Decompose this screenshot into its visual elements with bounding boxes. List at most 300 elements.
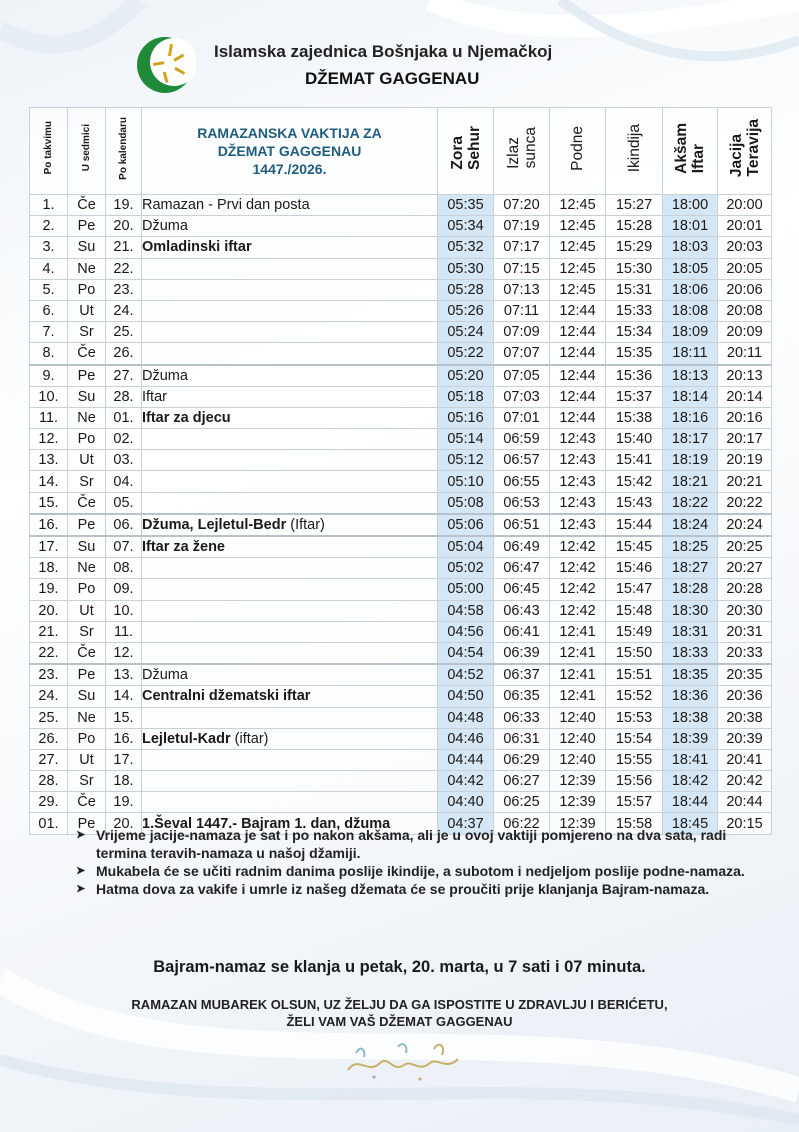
cell-jacija: 20:21 [718, 471, 772, 492]
cell-calendar-day: 10. [106, 600, 142, 621]
note-extra: (Iftar) [286, 516, 325, 533]
cell-note [142, 749, 438, 770]
cell-ikindija: 15:54 [606, 728, 663, 749]
note-text: Omladinski iftar [142, 239, 252, 256]
cell-calendar-day: 18. [106, 771, 142, 792]
cell-weekday: Pe [68, 514, 106, 536]
cell-jacija: 20:44 [718, 792, 772, 813]
cell-takvim-number: 14. [30, 471, 68, 492]
cell-takvim-number: 25. [30, 707, 68, 728]
cell-takvim-number: 6. [30, 300, 68, 321]
note-extra: (iftar) [230, 730, 269, 747]
cell-takvim-number: 21. [30, 621, 68, 642]
cell-jacija: 20:00 [718, 195, 772, 216]
cell-weekday: Sr [68, 621, 106, 642]
cell-podne: 12:45 [550, 237, 606, 258]
note-item: ➤ Hatma dova za vakife i umrle iz našeg džemata će se proučiti prije klanjanja Bajram-namaza. [76, 881, 710, 897]
cell-calendar-day: 07. [106, 536, 142, 558]
cell-takvim-number: 29. [30, 792, 68, 813]
cell-zora: 05:28 [438, 279, 494, 300]
cell-weekday: Ut [68, 600, 106, 621]
cell-ikindija: 15:41 [606, 450, 663, 471]
cell-ikindija: 15:58 [606, 813, 663, 834]
cell-note [142, 728, 438, 749]
cell-ikindija: 15:53 [606, 707, 663, 728]
cell-weekday: Po [68, 728, 106, 749]
cell-aksam: 18:13 [663, 365, 718, 387]
cell-note [142, 686, 438, 707]
cell-zora: 04:40 [438, 792, 494, 813]
cell-ikindija: 15:55 [606, 749, 663, 770]
cell-zora: 05:26 [438, 300, 494, 321]
cell-note [142, 300, 438, 321]
cell-weekday: Sr [68, 771, 106, 792]
cell-zora: 04:50 [438, 686, 494, 707]
cell-calendar-day: 09. [106, 579, 142, 600]
table-row [30, 237, 772, 258]
cell-izlaz-sunca: 06:47 [494, 558, 550, 579]
table-row [30, 300, 772, 321]
cell-weekday: Ut [68, 749, 106, 770]
cell-takvim-number: 9. [30, 365, 68, 387]
cell-note [142, 365, 438, 387]
cell-podne: 12:42 [550, 536, 606, 558]
cell-jacija: 20:14 [718, 386, 772, 407]
cell-takvim-number: 4. [30, 258, 68, 279]
cell-weekday: Su [68, 386, 106, 407]
cell-ikindija: 15:43 [606, 492, 663, 514]
cell-note [142, 792, 438, 813]
cell-note [142, 642, 438, 664]
cell-zora: 05:34 [438, 216, 494, 237]
cell-jacija: 20:42 [718, 771, 772, 792]
cell-ikindija: 15:42 [606, 471, 663, 492]
cell-zora: 05:14 [438, 429, 494, 450]
cell-note [142, 558, 438, 579]
cell-podne: 12:44 [550, 300, 606, 321]
cell-izlaz-sunca: 06:27 [494, 771, 550, 792]
cell-izlaz-sunca: 06:25 [494, 792, 550, 813]
cell-takvim-number: 13. [30, 450, 68, 471]
table-row [30, 536, 772, 558]
cell-takvim-number: 7. [30, 322, 68, 343]
cell-weekday: Ne [68, 258, 106, 279]
cell-note [142, 579, 438, 600]
cell-jacija: 20:36 [718, 686, 772, 707]
cell-aksam: 18:33 [663, 642, 718, 664]
cell-izlaz-sunca: 07:15 [494, 258, 550, 279]
cell-aksam: 18:01 [663, 216, 718, 237]
cell-calendar-day: 04. [106, 471, 142, 492]
cell-zora: 05:06 [438, 514, 494, 536]
cell-ikindija: 15:36 [606, 365, 663, 387]
cell-jacija: 20:41 [718, 749, 772, 770]
cell-ikindija: 15:49 [606, 621, 663, 642]
cell-zora: 04:52 [438, 664, 494, 686]
cell-ikindija: 15:47 [606, 579, 663, 600]
cell-ikindija: 15:50 [606, 642, 663, 664]
title-line3: 1447./2026. [252, 161, 327, 177]
cell-takvim-number: 12. [30, 429, 68, 450]
cell-takvim-number: 19. [30, 579, 68, 600]
cell-weekday: Po [68, 429, 106, 450]
cell-jacija: 20:11 [718, 343, 772, 365]
cell-izlaz-sunca: 06:35 [494, 686, 550, 707]
cell-weekday: Ne [68, 558, 106, 579]
cell-zora: 05:10 [438, 471, 494, 492]
cell-zora: 05:35 [438, 195, 494, 216]
cell-ikindija: 15:38 [606, 407, 663, 428]
table-row [30, 707, 772, 728]
cell-ikindija: 15:52 [606, 686, 663, 707]
cell-izlaz-sunca: 06:53 [494, 492, 550, 514]
cell-takvim-number: 11. [30, 407, 68, 428]
cell-takvim-number: 2. [30, 216, 68, 237]
table-title [142, 108, 438, 195]
table-row [30, 322, 772, 343]
cell-ikindija: 15:34 [606, 322, 663, 343]
table-row [30, 365, 772, 387]
cell-note [142, 471, 438, 492]
cell-calendar-day: 24. [106, 300, 142, 321]
crescent-logo-icon [134, 34, 196, 96]
cell-zora: 04:37 [438, 813, 494, 834]
cell-zora: 04:58 [438, 600, 494, 621]
note-text: Džuma [142, 367, 188, 384]
cell-podne: 12:41 [550, 642, 606, 664]
cell-aksam: 18:09 [663, 322, 718, 343]
cell-jacija: 20:05 [718, 258, 772, 279]
cell-calendar-day: 20. [106, 813, 142, 834]
cell-zora: 05:22 [438, 343, 494, 365]
cell-zora: 05:08 [438, 492, 494, 514]
cell-aksam: 18:21 [663, 471, 718, 492]
cell-zora: 05:24 [438, 322, 494, 343]
cell-ikindija: 15:46 [606, 558, 663, 579]
cell-izlaz-sunca: 06:29 [494, 749, 550, 770]
cell-podne: 12:44 [550, 322, 606, 343]
cell-podne: 12:44 [550, 386, 606, 407]
cell-takvim-number: 10. [30, 386, 68, 407]
table-row [30, 343, 772, 365]
cell-weekday: Sr [68, 322, 106, 343]
notes-list [76, 826, 756, 898]
cell-note [142, 216, 438, 237]
cell-calendar-day: 20. [106, 216, 142, 237]
cell-takvim-number: 22. [30, 642, 68, 664]
cell-aksam: 18:25 [663, 536, 718, 558]
cell-calendar-day: 19. [106, 792, 142, 813]
cell-zora: 04:46 [438, 728, 494, 749]
cell-ikindija: 15:37 [606, 386, 663, 407]
cell-calendar-day: 01. [106, 407, 142, 428]
cell-aksam: 18:17 [663, 429, 718, 450]
table-row [30, 771, 772, 792]
table-row [30, 600, 772, 621]
cell-note [142, 450, 438, 471]
cell-jacija: 20:31 [718, 621, 772, 642]
cell-weekday: Su [68, 686, 106, 707]
cell-aksam: 18:03 [663, 237, 718, 258]
cell-weekday: Su [68, 237, 106, 258]
cell-izlaz-sunca: 07:11 [494, 300, 550, 321]
cell-weekday: Sr [68, 471, 106, 492]
cell-zora: 05:02 [438, 558, 494, 579]
arrow-bullet-icon: ➤ [76, 883, 86, 895]
cell-zora: 04:44 [438, 749, 494, 770]
cell-jacija: 20:33 [718, 642, 772, 664]
col-po-kalendaru: Po kalendaru [106, 108, 142, 195]
col-podne: Podne [550, 108, 606, 195]
cell-zora: 04:54 [438, 642, 494, 664]
cell-podne: 12:43 [550, 471, 606, 492]
cell-jacija: 20:01 [718, 216, 772, 237]
cell-note [142, 536, 438, 558]
cell-podne: 12:40 [550, 707, 606, 728]
cell-podne: 12:39 [550, 771, 606, 792]
cell-aksam: 18:31 [663, 621, 718, 642]
cell-izlaz-sunca: 06:37 [494, 664, 550, 686]
cell-podne: 12:42 [550, 600, 606, 621]
cell-weekday: Če [68, 195, 106, 216]
cell-ikindija: 15:28 [606, 216, 663, 237]
cell-note [142, 621, 438, 642]
cell-jacija: 20:03 [718, 237, 772, 258]
cell-note [142, 707, 438, 728]
note-text: Ramazan - Prvi dan posta [142, 197, 310, 214]
col-zora: ZoraSehur [438, 108, 494, 195]
cell-calendar-day: 15. [106, 707, 142, 728]
cell-calendar-day: 23. [106, 279, 142, 300]
cell-izlaz-sunca: 06:43 [494, 600, 550, 621]
cell-zora: 05:12 [438, 450, 494, 471]
header [130, 32, 690, 102]
cell-zora: 05:16 [438, 407, 494, 428]
cell-calendar-day: 12. [106, 642, 142, 664]
cell-calendar-day: 02. [106, 429, 142, 450]
cell-izlaz-sunca: 06:22 [494, 813, 550, 834]
note-text: Lejletul-Kadr [142, 730, 231, 747]
cell-izlaz-sunca: 06:31 [494, 728, 550, 749]
cell-calendar-day: 17. [106, 749, 142, 770]
cell-jacija: 20:08 [718, 300, 772, 321]
cell-zora: 05:04 [438, 536, 494, 558]
organization-name: Islamska zajednica Bošnjaka u Njemačkoj [214, 42, 553, 61]
cell-aksam: 18:36 [663, 686, 718, 707]
cell-aksam: 18:05 [663, 258, 718, 279]
cell-calendar-day: 16. [106, 728, 142, 749]
cell-calendar-day: 14. [106, 686, 142, 707]
table-row [30, 579, 772, 600]
table-row [30, 429, 772, 450]
cell-podne: 12:43 [550, 492, 606, 514]
cell-note [142, 407, 438, 428]
cell-izlaz-sunca: 06:55 [494, 471, 550, 492]
cell-weekday: Če [68, 343, 106, 365]
table-header-row [30, 108, 772, 195]
table-row [30, 728, 772, 749]
cell-jacija: 20:28 [718, 579, 772, 600]
cell-aksam: 18:35 [663, 664, 718, 686]
cell-calendar-day: 27. [106, 365, 142, 387]
col-ikindija: Ikindija [606, 108, 663, 195]
cell-weekday: Su [68, 536, 106, 558]
cell-weekday: Pe [68, 216, 106, 237]
cell-takvim-number: 24. [30, 686, 68, 707]
cell-izlaz-sunca: 07:07 [494, 343, 550, 365]
cell-izlaz-sunca: 07:20 [494, 195, 550, 216]
ramadan-kareem-calligraphy-icon [338, 1035, 468, 1085]
table-row [30, 471, 772, 492]
cell-izlaz-sunca: 06:57 [494, 450, 550, 471]
cell-podne: 12:42 [550, 579, 606, 600]
cell-zora: 04:48 [438, 707, 494, 728]
col-po-takvimu: Po takvimu [30, 108, 68, 195]
cell-izlaz-sunca: 07:01 [494, 407, 550, 428]
cell-podne: 12:45 [550, 279, 606, 300]
table-row [30, 664, 772, 686]
cell-aksam: 18:41 [663, 749, 718, 770]
cell-zora: 05:30 [438, 258, 494, 279]
cell-note [142, 279, 438, 300]
cell-izlaz-sunca: 07:19 [494, 216, 550, 237]
note-text: 1.Ševal 1447.- Bajram 1. dan, džuma [142, 815, 391, 832]
cell-calendar-day: 22. [106, 258, 142, 279]
note-text: Džuma, Lejletul-Bedr [142, 516, 287, 533]
table-row [30, 558, 772, 579]
bajram-announcement: Bajram-namaz se klanja u petak, 20. marta, u 7 sati i 07 minuta. [153, 958, 646, 976]
cell-calendar-day: 25. [106, 322, 142, 343]
cell-izlaz-sunca: 07:05 [494, 365, 550, 387]
cell-podne: 12:39 [550, 813, 606, 834]
cell-zora: 05:20 [438, 365, 494, 387]
cell-ikindija: 15:40 [606, 429, 663, 450]
cell-izlaz-sunca: 07:09 [494, 322, 550, 343]
cell-note [142, 258, 438, 279]
col-izlaz: Izlazsunca [494, 108, 550, 195]
title-line1: RAMAZANSKA VAKTIJA ZA [197, 125, 382, 141]
cell-aksam: 18:42 [663, 771, 718, 792]
arrow-bullet-icon: ➤ [76, 865, 86, 877]
cell-podne: 12:45 [550, 258, 606, 279]
cell-takvim-number: 3. [30, 237, 68, 258]
cell-note [142, 237, 438, 258]
cell-calendar-day: 19. [106, 195, 142, 216]
note-text: Džuma [142, 667, 188, 684]
cell-izlaz-sunca: 06:45 [494, 579, 550, 600]
cell-ikindija: 15:51 [606, 664, 663, 686]
cell-takvim-number: 17. [30, 536, 68, 558]
cell-jacija: 20:24 [718, 514, 772, 536]
cell-aksam: 18:44 [663, 792, 718, 813]
cell-ikindija: 15:44 [606, 514, 663, 536]
greeting [0, 996, 799, 1030]
cell-ikindija: 15:29 [606, 237, 663, 258]
cell-calendar-day: 11. [106, 621, 142, 642]
cell-podne: 12:39 [550, 792, 606, 813]
cell-note [142, 771, 438, 792]
cell-jacija: 20:15 [718, 813, 772, 834]
cell-takvim-number: 15. [30, 492, 68, 514]
greeting-line1: RAMAZAN MUBAREK OLSUN, UZ ŽELJU DA GA ISPOSTITE U ZDRAVLJU I BERIĆETU, [131, 997, 668, 1012]
cell-ikindija: 15:35 [606, 343, 663, 365]
cell-note [142, 514, 438, 536]
cell-takvim-number: 01. [30, 813, 68, 834]
prayer-times-table [29, 107, 772, 835]
note-text: Iftar za djecu [142, 409, 231, 426]
cell-podne: 12:44 [550, 343, 606, 365]
cell-podne: 12:40 [550, 728, 606, 749]
cell-takvim-number: 28. [30, 771, 68, 792]
table-row [30, 450, 772, 471]
cell-zora: 04:56 [438, 621, 494, 642]
table-row [30, 514, 772, 536]
cell-aksam: 18:45 [663, 813, 718, 834]
cell-izlaz-sunca: 06:41 [494, 621, 550, 642]
col-aksam: AkšamIftar [663, 108, 718, 195]
cell-aksam: 18:06 [663, 279, 718, 300]
cell-weekday: Ut [68, 300, 106, 321]
cell-izlaz-sunca: 06:59 [494, 429, 550, 450]
cell-podne: 12:44 [550, 365, 606, 387]
cell-ikindija: 15:57 [606, 792, 663, 813]
cell-aksam: 18:08 [663, 300, 718, 321]
table-row [30, 258, 772, 279]
title-line2: DŽEMAT GAGGENAU [217, 143, 362, 159]
cell-jacija: 20:35 [718, 664, 772, 686]
note-text: Iftar [142, 388, 167, 405]
cell-aksam: 18:24 [663, 514, 718, 536]
cell-takvim-number: 20. [30, 600, 68, 621]
cell-zora: 04:42 [438, 771, 494, 792]
greeting-line2: ŽELI VAM VAŠ DŽEMAT GAGGENAU [286, 1014, 513, 1029]
cell-izlaz-sunca: 07:17 [494, 237, 550, 258]
cell-aksam: 18:16 [663, 407, 718, 428]
cell-weekday: Če [68, 642, 106, 664]
cell-podne: 12:43 [550, 514, 606, 536]
cell-jacija: 20:09 [718, 322, 772, 343]
cell-podne: 12:41 [550, 686, 606, 707]
cell-weekday: Ut [68, 450, 106, 471]
note-text: Džuma [142, 218, 188, 235]
cell-weekday: Pe [68, 813, 106, 834]
cell-jacija: 20:38 [718, 707, 772, 728]
cell-weekday: Ne [68, 707, 106, 728]
cell-note [142, 386, 438, 407]
cell-weekday: Če [68, 792, 106, 813]
note-text: Centralni džematski iftar [142, 688, 311, 705]
cell-ikindija: 15:48 [606, 600, 663, 621]
jamaat-name: DŽEMAT GAGGENAU [305, 69, 480, 88]
cell-izlaz-sunca: 06:51 [494, 514, 550, 536]
cell-ikindija: 15:27 [606, 195, 663, 216]
cell-jacija: 20:06 [718, 279, 772, 300]
cell-aksam: 18:27 [663, 558, 718, 579]
cell-takvim-number: 18. [30, 558, 68, 579]
cell-zora: 05:00 [438, 579, 494, 600]
table-row [30, 749, 772, 770]
table-row [30, 195, 772, 216]
cell-aksam: 18:39 [663, 728, 718, 749]
note-item: ➤ Vrijeme jacije-namaza je sat i po nakon akšama, ali je u ovoj vaktiji pomjereno na dva sata, radi termina teravih-namaza u našoj džamiji. [76, 827, 727, 861]
cell-note [142, 664, 438, 686]
table-row [30, 621, 772, 642]
cell-note [142, 195, 438, 216]
table-row [30, 642, 772, 664]
cell-calendar-day: 13. [106, 664, 142, 686]
cell-jacija: 20:25 [718, 536, 772, 558]
cell-ikindija: 15:30 [606, 258, 663, 279]
